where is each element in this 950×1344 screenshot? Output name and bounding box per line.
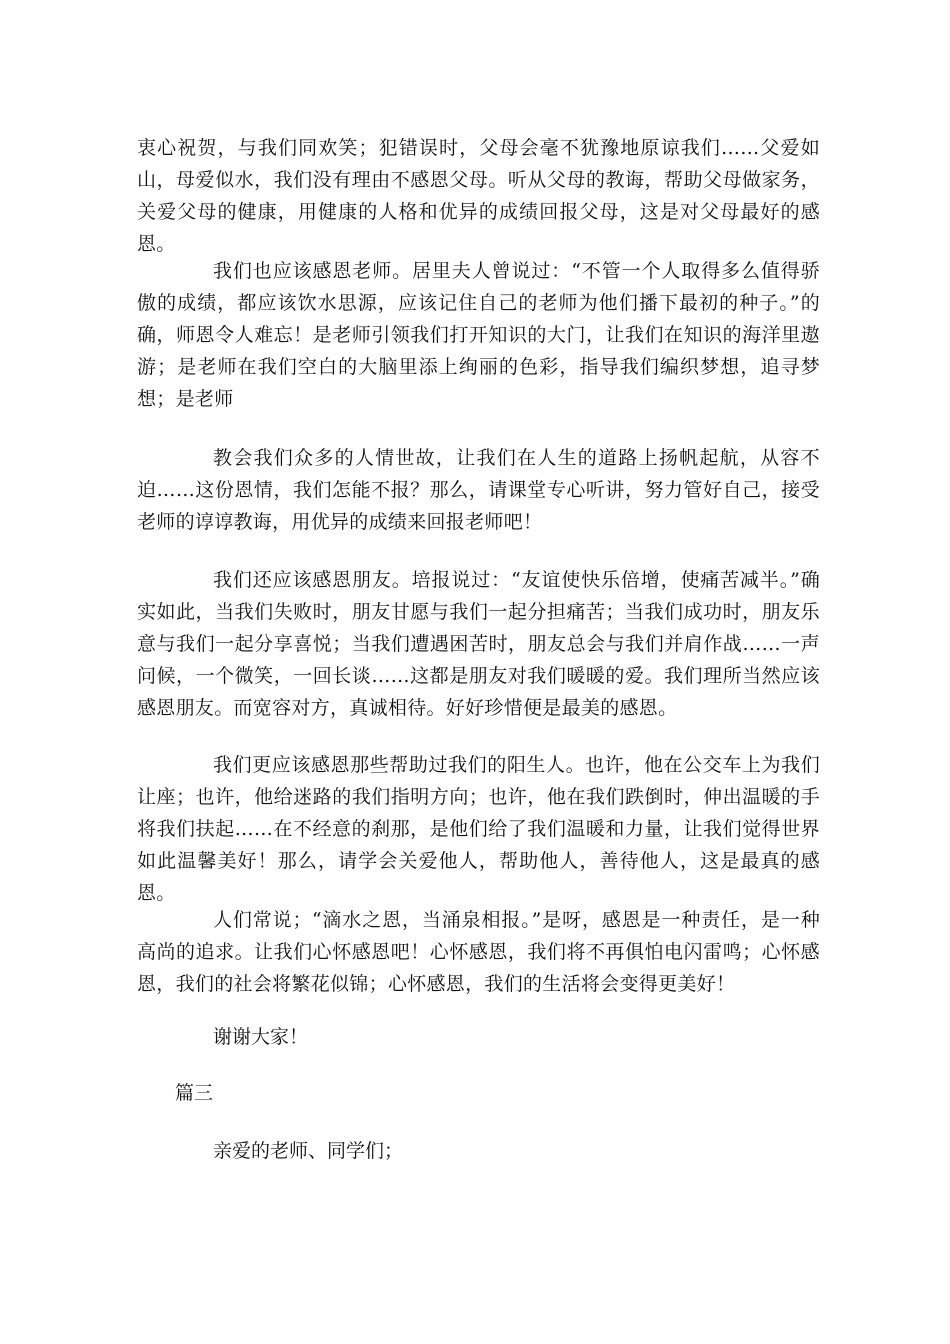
paragraph-teacher-continued: 教会我们众多的人情世故，让我们在人生的道路上扬帆起航，从容不迫……这份恩情，我们怎能不报？那么，请课堂专心听讲，努力管好自己，接受老师的谆谆教诲，用优异的成绩来回报老师吧！: [137, 447, 820, 533]
paragraph-parents-gratitude: 衷心祝贺，与我们同欢笑；犯错误时，父母会毫不犹豫地原谅我们……父爱如山，母爱似水，我们没有理由不感恩父母。听从父母的教诲，帮助父母做家务，关爱父母的健康，用健康的人格和优异的成绩回报父母，这是对父母最好的感恩。: [137, 137, 820, 255]
paragraph-friends-gratitude: 我们还应该感恩朋友。培报说过：“友谊使快乐倍增，使痛苦减半。”确实如此，当我们失败时，朋友甘愿与我们一起分担痛苦；当我们成功时，朋友乐意与我们一起分享喜悦；当我们遭遇困苦时，朋友总会与我们并肩作战……一声问候，一个微笑，一回长谈……这都是朋友对我们暖暖的爱。我们理所当然应该感恩朋友。而宽容对方，真诚相待。好好珍惜便是最美的感恩。: [137, 569, 820, 719]
salutation: 亲爱的老师、同学们；: [213, 1140, 404, 1162]
section-heading: 篇三: [175, 1082, 214, 1104]
paragraph-conclusion: 人们常说；“滴水之恩，当涌泉相报。”是呀，感恩是一种责任，是一种高尚的追求。让我们心怀感恩吧！心怀感恩，我们将不再俱怕电闪雷鸣；心怀感恩，我们的社会将繁花似锦；心怀感恩，我们的生活将会变得更美好！: [137, 909, 820, 995]
paragraph-strangers-gratitude: 我们更应该感恩那些帮助过我们的阳生人。也许，他在公交车上为我们让座；也许，他给迷路的我们指明方向；也许，他在我们跌倒时，伸出温暖的手将我们扶起……在不经意的刹那，是他们给了我们温暖和力量，让我们觉得世界如此温馨美好！那么，请学会关爱他人，帮助他人，善待他人，这是最真的感恩。: [137, 754, 820, 904]
paragraph-teacher-gratitude: 我们也应该感恩老师。居里夫人曾说过：“不管一个人取得多么值得骄傲的成绩，都应该饮水思源，应该记住自己的老师为他们播下最初的种子。”的确，师恩令人难忘！是老师引领我们打开知识的大门，让我们在知识的海洋里遨游；是老师在我们空白的大脑里添上绚丽的色彩，指导我们编织梦想，追寻梦想；是老师: [137, 260, 820, 410]
closing-thanks: 谢谢大家！: [213, 1026, 309, 1048]
